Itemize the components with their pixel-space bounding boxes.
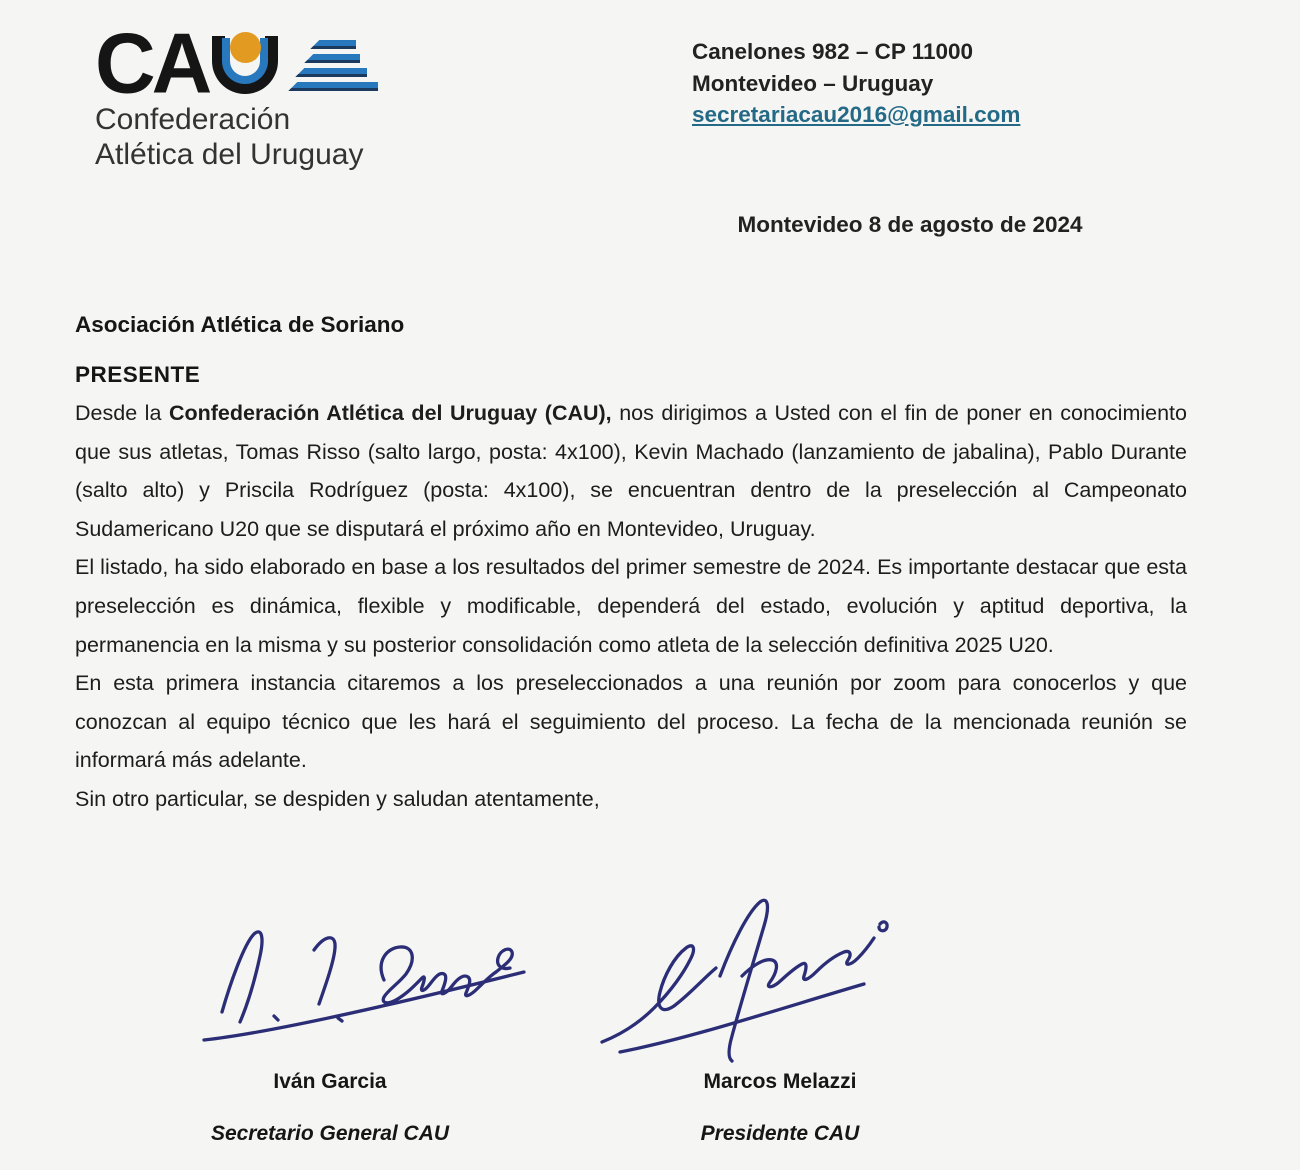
address-line2: Montevideo – Uruguay	[692, 70, 934, 96]
closing-line: Sin otro particular, se despiden y saludan atentamente,	[75, 786, 600, 811]
address-line1: Canelones 982 – CP 11000	[692, 39, 974, 64]
date-line: Montevideo 8 de agosto de 2024	[737, 212, 1083, 237]
signer-right-name: Marcos Melazzi	[703, 1070, 857, 1093]
org-name-line1: Confederación	[95, 103, 291, 136]
cau-logo	[95, 15, 378, 172]
org-bold-mention: Confederación Atlética del Uruguay (CAU),	[168, 401, 612, 425]
paragraph-2: El listado, ha sido elaborado en base a los resultados del primer semestre de 2024. Es importante destacar que esta preselección es dinámica, flexible y modificable, dependerá del estado, evolución y aptitud deportiva, la permanencia en la misma y su posterior consolidación como atleta de la selección definitiva 2025 U20.	[75, 555, 1187, 657]
org-name-line2: Atlética del Uruguay	[95, 138, 364, 171]
sender-address-block	[692, 36, 1020, 131]
letter-body	[75, 394, 1187, 819]
presente-label: PRESENTE	[75, 362, 201, 387]
paragraph-3: En esta primera instancia citaremos a los preseleccionados a una reunión por zoom para conocerlos y que conozcan al equipo técnico que les hará el seguimiento del proceso. La fecha de la mencionada reunión se informará más adelante.	[75, 671, 1187, 773]
cau-logo-acronym: CA	[95, 15, 209, 111]
signer-left-name: Iván Garcia	[273, 1070, 387, 1093]
org-name	[95, 102, 378, 172]
marcos-melazzi-signature	[592, 884, 902, 1066]
email-link[interactable]: secretariacau2016@gmail.com	[692, 102, 1021, 127]
cau-logo-u-icon	[212, 32, 282, 96]
ivan-garcia-signature	[188, 892, 538, 1054]
recipient-name: Asociación Atlética de Soriano	[75, 312, 405, 337]
signer-right-title: Presidente CAU	[700, 1122, 860, 1145]
cau-logo-stripes-icon	[288, 40, 378, 91]
paragraph-1: Desde la Confederación Atlética del Uruguay (CAU), nos dirigimos a Usted con el fin de poner en conocimiento que sus atletas, Tomas Risso (salto largo, posta: 4x100), Kevin Machado (lanzamiento de jabalina), Pablo Durante (salto alto) y Priscila Rodríguez (posta: 4x100), se encuentran dentro de la preselección al Campeonato Sudamericano U20 que se disputará el próximo año en Montevideo, Uruguay.	[75, 401, 1187, 541]
signer-left-title: Secretario General CAU	[210, 1122, 450, 1145]
